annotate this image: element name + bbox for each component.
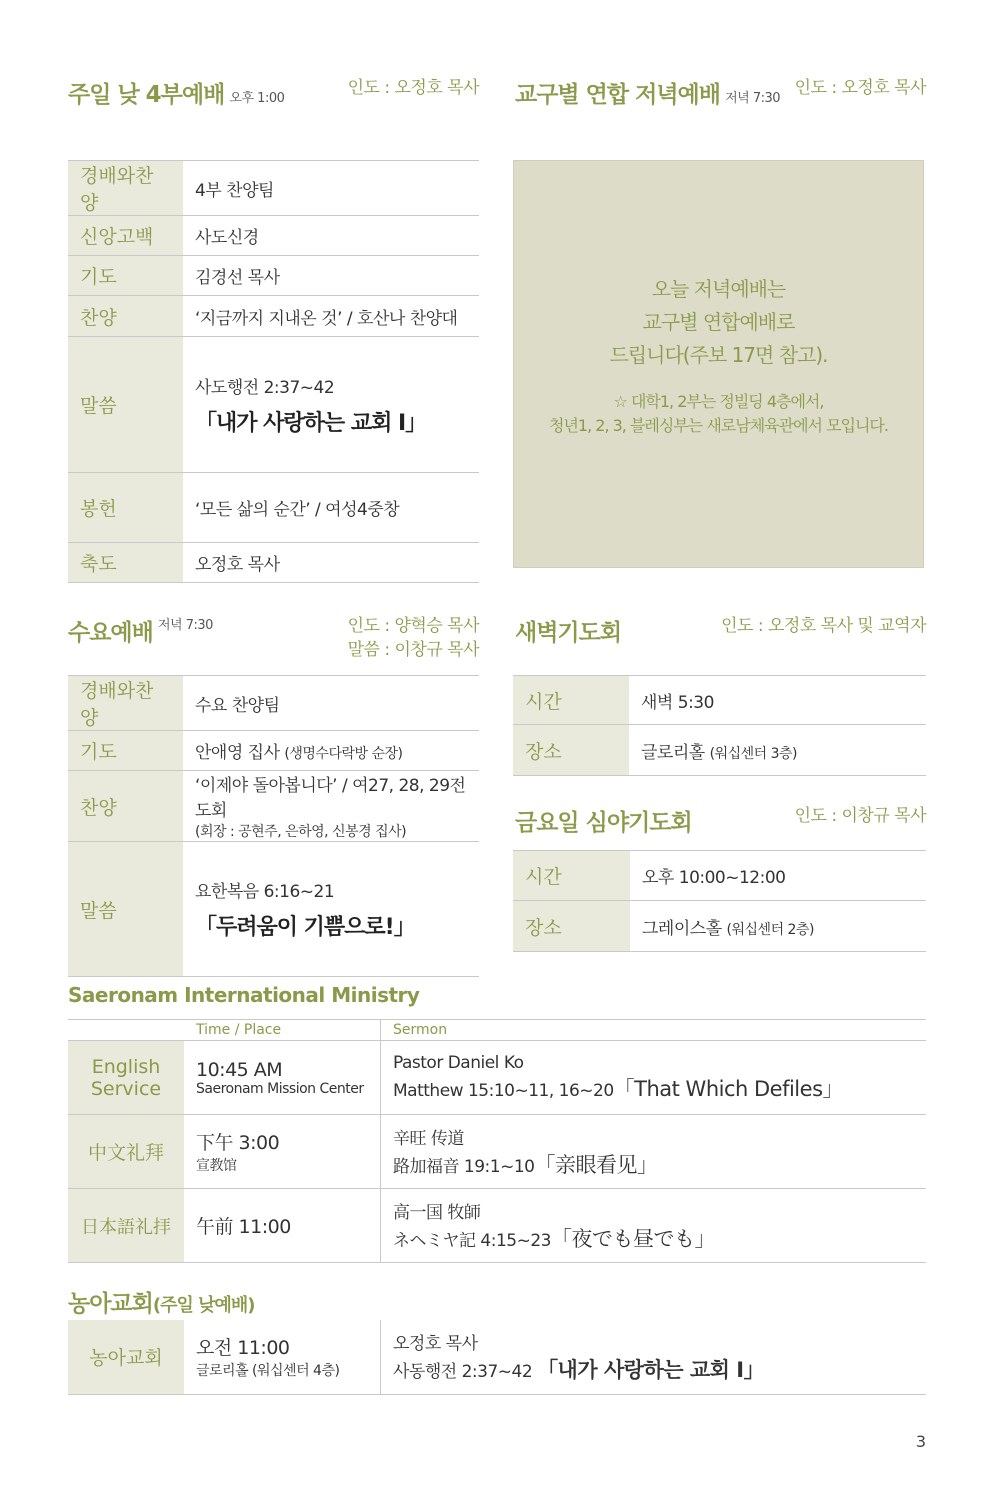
row-value-cell [183,731,479,771]
row-value: ‘모든 삶의 순간’ / 여성4중창 [183,473,479,543]
time-place-cell [184,1320,381,1394]
service-time: 午前 11:00 [196,1216,291,1238]
row-label-cell [68,1189,184,1263]
preacher: 高一国 牧師 [393,1203,481,1223]
row-label: Service [90,1077,162,1100]
row-label: 농아교회 [68,1320,184,1394]
preacher: Pastor Daniel Ko [393,1052,524,1073]
service-time: 10:45 AM [196,1058,283,1081]
table-row [513,901,926,952]
table-row [68,1189,926,1263]
sermon-title: 「두려움이 기쁨으로!」 [195,915,415,940]
friday-leader: 인도 : 이창규 목사 [794,806,926,826]
wednesday-leaders [300,614,479,662]
row-label: 찬양 [68,771,183,842]
preacher: 오정호 목사 [393,1334,478,1355]
sermon-cell [381,1041,927,1115]
row-label: 시간 [513,676,629,725]
scripture-ref: 사도행전 2:37~42 [195,377,335,398]
sunday4-heading [68,76,284,109]
sermon-title: 「내가 사랑하는 교회 Ⅰ」 [537,1358,765,1383]
sim-table [68,1019,926,1263]
table-row [68,1320,926,1394]
row-note: (생명수다락방 순장) [284,746,403,762]
table-row [68,543,479,583]
sim-col-sermon: Sermon [381,1020,927,1041]
deaf-heading [68,1285,255,1318]
service-time: 오전 11:00 [196,1337,290,1360]
table-row [68,676,479,731]
scripture-ref: 요한복음 6:16~21 [195,882,335,902]
row-label: 경배와찬양 [68,161,183,216]
sim-title: Saeronam International Ministry [68,983,420,1007]
table-row [68,216,479,256]
friday-title: 금요일 심야기도회 [515,810,692,836]
time-place-cell [184,1189,381,1263]
row-label: 시간 [513,851,630,901]
deaf-title: 농아교회 [68,1291,153,1317]
row-value: 새벽 5:30 [629,676,926,725]
row-label-cell [68,1115,184,1189]
row-value-cell [630,901,926,952]
sermon-title: 「夜でも昼でも」 [550,1227,715,1251]
table-row [68,296,479,337]
friday-table [513,850,926,952]
notice-line: 드립니다(주보 17면 참고). [609,343,828,367]
sermon-title: 「That Which Defiles」 [613,1076,844,1101]
table-row [513,851,926,901]
deaf-title-sub: (주일 낮예배) [152,1295,255,1316]
evening-heading [515,76,780,109]
row-label: 축도 [68,543,183,583]
service-place: 글로리홀 (워십센터 4층) [196,1363,340,1380]
dawn-leader: 인도 : 오정호 목사 및 교역자 [721,616,926,636]
row-label: 찬양 [68,296,183,337]
table-row [68,256,479,296]
sermon-title: 「亲眼看见」 [534,1153,658,1177]
row-label: 장소 [513,725,629,776]
wednesday-heading [68,614,213,647]
row-value-cell [183,771,479,842]
row-label: English [91,1055,161,1078]
row-value: 글로리홀 [641,742,705,763]
row-label: 中文礼拜 [87,1142,164,1164]
notice-note: 청년1, 2, 3, 블레싱부는 새로남체육관에서 모입니다. [549,416,888,435]
service-time: 下午 3:00 [196,1132,280,1154]
sermon-cell [381,1320,927,1394]
evening-notice-box [513,160,924,568]
row-label: 말씀 [68,337,183,473]
row-value: 사도신경 [183,216,479,256]
sunday4-time: 오후 1:00 [229,91,285,106]
wednesday-title: 수요예배 [68,620,153,646]
sermon-cell [183,337,479,473]
table-row [513,676,926,725]
row-label: 봉헌 [68,473,183,543]
row-value: 4부 찬양팀 [183,161,479,216]
row-note: (워십센터 2층) [726,921,814,938]
table-row [68,337,479,473]
deaf-table [68,1320,926,1395]
service-place: Saeronam Mission Center [196,1080,364,1097]
sim-col-time: Time / Place [184,1020,381,1041]
row-value: 수요 찬양팀 [183,676,479,731]
row-value: 오후 10:00~12:00 [630,851,926,901]
row-value: ‘지금까지 지내온 것’ / 호산나 찬양대 [183,296,479,337]
row-label: 장소 [513,901,630,952]
table-row [68,473,479,543]
sim-header-row [68,1020,926,1041]
row-label: 신앙고백 [68,216,183,256]
wednesday-table [68,675,479,977]
wednesday-leader: 인도 : 양혁승 목사 [347,616,479,636]
row-note: (회장 : 공현주, 은하영, 신봉경 집사) [195,824,407,840]
notice-line: 오늘 저녁예배는 [651,277,786,301]
scripture-ref: Matthew 15:10~11, 16~20 [393,1080,614,1101]
table-row [68,731,479,771]
row-value: 오정호 목사 [183,543,479,583]
table-row [513,725,926,776]
row-value: 그레이스홀 [642,918,722,939]
row-note: (워십센터 3층) [709,745,798,762]
row-value: 안애영 집사 [195,743,280,763]
row-label: 日本語礼拝 [81,1216,171,1238]
scripture-ref: 路加福音 19:1~10 [393,1157,535,1177]
row-label: 말씀 [68,842,183,977]
sermon-cell [183,842,479,977]
table-row [68,842,479,977]
page-number: 3 [915,1432,926,1451]
evening-title: 교구별 연합 저녁예배 [515,82,720,108]
sermon-cell [381,1189,927,1263]
scripture-ref: 사동행전 2:37~42 [393,1362,533,1383]
notice-line: 교구별 연합예배로 [642,310,795,334]
row-value: ‘이제야 돌아봅니다’ / 여27, 28, 29전도회 [195,776,466,821]
table-row [68,1041,926,1115]
evening-leader: 인도 : 오정호 목사 [794,78,926,98]
preacher: 辛旺 传道 [393,1129,464,1149]
time-place-cell [184,1041,381,1115]
row-label: 기도 [68,256,183,296]
service-place: 宣教馆 [196,1158,237,1174]
sunday4-table [68,160,479,583]
sermon-cell [381,1115,927,1189]
dawn-title: 새벽기도회 [515,620,622,646]
dawn-table [513,675,926,776]
row-label: 기도 [68,731,183,771]
sunday4-title: 주일 낮 4부예배 [68,82,225,108]
scripture-ref: ネヘミヤ記 4:15~23 [393,1231,551,1251]
wednesday-time: 저녁 7:30 [157,618,213,633]
table-row [68,771,479,842]
sunday4-leader: 인도 : 오정호 목사 [347,78,479,98]
row-label-cell [68,1041,184,1115]
row-value: 김경선 목사 [183,256,479,296]
sermon-title: 「내가 사랑하는 교회 Ⅰ」 [195,410,427,436]
wednesday-preacher: 말씀 : 이창규 목사 [347,640,479,660]
table-row [68,1115,926,1189]
table-row [68,161,479,216]
row-value-cell [629,725,926,776]
time-place-cell [184,1115,381,1189]
evening-time: 저녁 7:30 [725,91,781,106]
sim-header-blank [68,1020,184,1041]
row-label: 경배와찬양 [68,676,183,731]
notice-note: ☆ 대학1, 2부는 정빌딩 4층에서, [613,392,824,411]
